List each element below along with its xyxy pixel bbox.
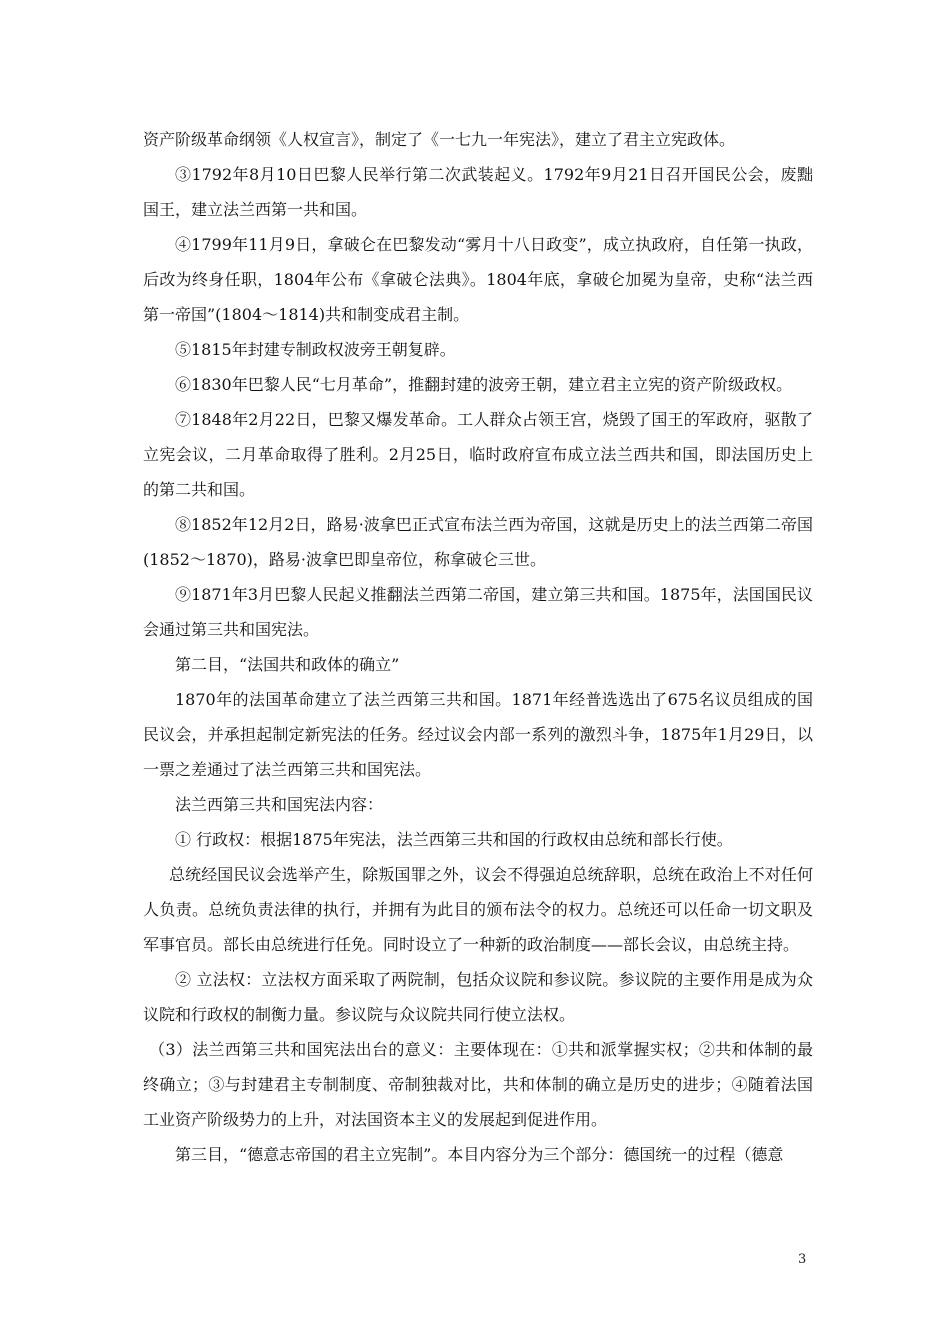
page-number: 3 [798, 1252, 807, 1267]
paragraph-7: ⑧1852年12月2日，路易·波拿巴正式宣布法兰西为帝国，这就是历史上的法兰西第二帝国(1852～1870)，路易·波拿巴即皇帝位，称拿破仑三世。 [143, 515, 813, 569]
paragraph-13: ② 立法权：立法权方面采取了两院制，包括众议院和参议院。参议院的主要作用是成为众议院和行政权的制衡力量。参议院与众议院共同行使立法权。 [143, 970, 813, 1024]
section-heading-3: 第三目，“德意志帝国的君主立宪制”。本目内容分为三个部分：德国统一的过程（德意 [175, 1145, 784, 1164]
document-body [143, 122, 813, 1172]
paragraph-3: ④1799年11月9日，拿破仑在巴黎发动“雾月十八日政变”，成立执政府，自任第一执政，后改为终身任职，1804年公布《拿破仑法典》。1804年底，拿破仑加冕为皇帝，史称“法兰西第一帝国”(1804～1814)共和制变成君主制。 [143, 235, 813, 324]
paragraph-8: ⑨1871年3月巴黎人民起义推翻法兰西第二帝国，建立第三共和国。1875年，法国国民议会通过第三共和国宪法。 [143, 585, 813, 639]
paragraph-14: （3）法兰西第三共和国宪法出台的意义：主要体现在：①共和派掌握实权；②共和体制的最终确立；③与封建君主专制制度、帝制独裁对比，共和体制的确立是历史的进步；④随着法国工业资产阶级势力的上升，对法国资本主义的发展起到促进作用。 [143, 1040, 813, 1129]
paragraph-5: ⑥1830年巴黎人民“七月革命”，推翻封建的波旁王朝，建立君主立宪的资产阶级政权。 [175, 375, 793, 394]
paragraph-6: ⑦1848年2月22日，巴黎又爆发革命。工人群众占领王宫，烧毁了国王的军政府，驱散了立宪会议，二月革命取得了胜利。2月25日，临时政府宣布成立法兰西共和国，即法国历史上的第二共和国。 [143, 410, 813, 499]
paragraph-1: 资产阶级革命纲领《人权宣言》，制定了《一七九一年宪法》，建立了君主立宪政体。 [143, 130, 736, 149]
paragraph-12: 总统经国民议会选举产生，除叛国罪之外，议会不得强迫总统辞职，总统在政治上不对任何人负责。总统负责法律的执行，并拥有为此目的颁布法令的权力。总统还可以任命一切文职及军事官员。部长由总统进行任免。同时设立了一种新的政治制度——部长会议，由总统主持。 [143, 865, 813, 954]
paragraph-11: ① 行政权：根据1875年宪法，法兰西第三共和国的行政权由总统和部长行使。 [175, 830, 733, 849]
paragraph-9: 1870年的法国革命建立了法兰西第三共和国。1871年经普选选出了675名议员组成的国民议会，并承担起制定新宪法的任务。经过议会内部一系列的激烈斗争，1875年1月29日，以一票之差通过了法兰西第三共和国宪法。 [143, 690, 813, 779]
section-heading-2: 第二目，“法国共和政体的确立” [175, 655, 400, 674]
paragraph-2: ③1792年8月10日巴黎人民举行第二次武装起义。1792年9月21日召开国民公会，废黜国王，建立法兰西第一共和国。 [143, 165, 813, 219]
paragraph-4: ⑤1815年封建专制政权波旁王朝复辟。 [175, 340, 456, 359]
paragraph-10: 法兰西第三共和国宪法内容： [175, 795, 384, 814]
